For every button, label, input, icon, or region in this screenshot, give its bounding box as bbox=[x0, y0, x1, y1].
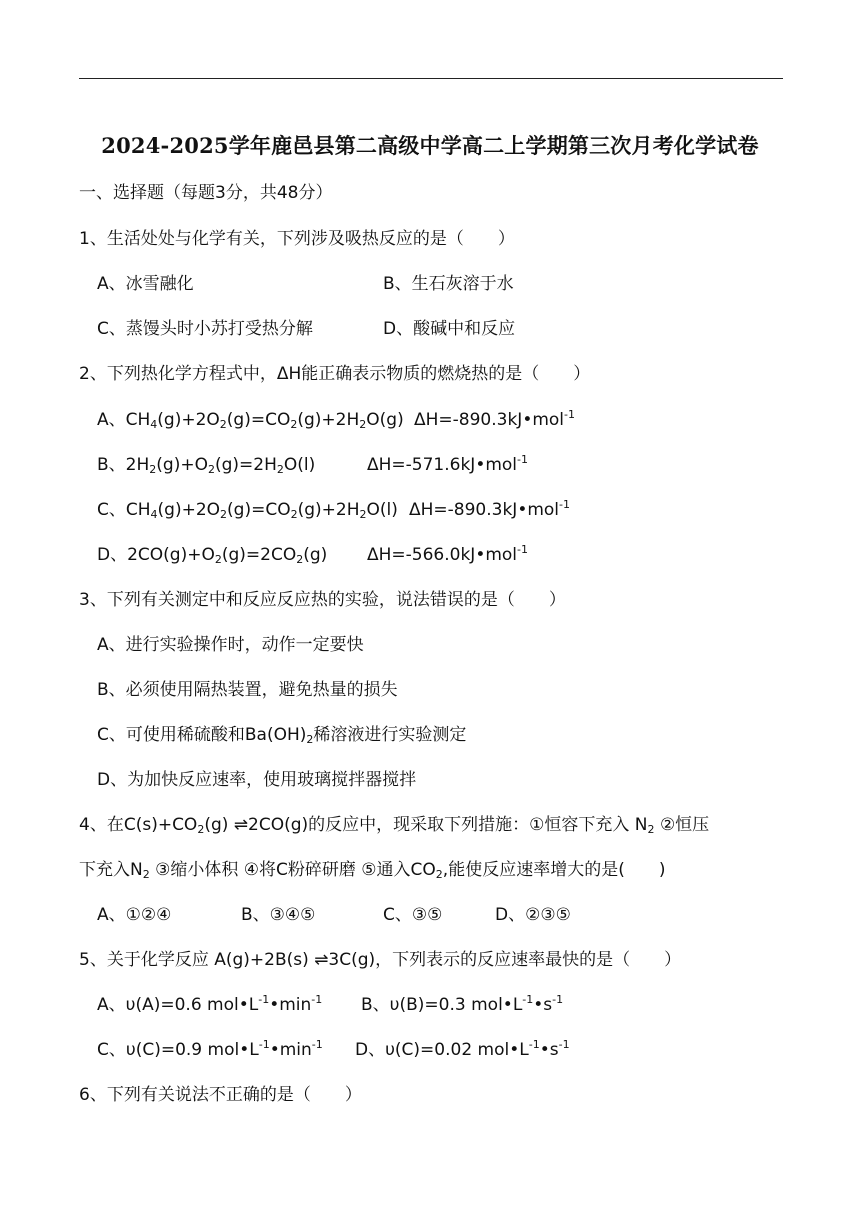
question-3-option-b: B、必须使用隔热装置，避免热量的损失 bbox=[97, 680, 398, 700]
question-4-stem-continued: 下充入$N_2$ ③缩小体积 ④将C粉碎研磨 ⑤通入$CO_2$,能使反应速率增大的是( ) bbox=[79, 860, 666, 881]
question-2-option-c bbox=[97, 498, 398, 522]
question-3-option-a: A、进行实验操作时，动作一定要快 bbox=[97, 635, 364, 655]
question-5-stem: 5、关于化学反应 A(g)+2B(s) ⇌3C(g)，下列表示的反应速率最快的是（ ） bbox=[79, 950, 682, 970]
question-3-option-c: C、可使用稀硫酸和$Ba(OH)_2$稀溶液进行实验测定 bbox=[97, 725, 467, 746]
question-2-option-a bbox=[97, 408, 404, 432]
question-2-option-b-enthalpy: ΔH=-571.6kJ•mol$^{-1}$ bbox=[367, 453, 528, 475]
question-1-option-b: B、生石灰溶于水 bbox=[383, 274, 514, 294]
question-6-stem: 6、下列有关说法不正确的是（ ） bbox=[79, 1085, 362, 1105]
question-1-option-c: C、蒸馒头时小苏打受热分解 bbox=[97, 319, 313, 339]
question-3-stem: 3、下列有关测定中和反应反应热的实验，说法错误的是（ ） bbox=[79, 590, 566, 610]
question-3-option-d: D、为加快反应速率，使用玻璃搅拌器搅拌 bbox=[97, 770, 417, 790]
question-2-option-c-enthalpy: ΔH=-890.3kJ•mol$^{-1}$ bbox=[409, 498, 570, 520]
question-1-option-a: A、冰雪融化 bbox=[97, 274, 194, 294]
question-1-stem: 1、生活处处与化学有关，下列涉及吸热反应的是（ ） bbox=[79, 229, 515, 249]
question-2-option-d bbox=[97, 543, 327, 567]
question-2-option-d-enthalpy: ΔH=-566.0kJ•mol$^{-1}$ bbox=[367, 543, 528, 565]
question-2-option-a-enthalpy: ΔH=-890.3kJ•mol$^{-1}$ bbox=[414, 408, 575, 430]
question-5-option-d: D、υ(C)=0.02 $mol•L^{-1}•s^{-1}$ bbox=[355, 1038, 570, 1060]
equation: $2H_2(g)+O_2(g)=2H_2O(l)$ bbox=[125, 455, 316, 476]
option-label: A、 bbox=[97, 410, 126, 430]
question-4-option-d: D、②③⑤ bbox=[495, 905, 571, 925]
page-title: 2024-2025学年鹿邑县第二高级中学高二上学期第三次月考化学试卷 bbox=[101, 133, 759, 158]
question-5-option-b: B、υ(B)=0.3 $mol•L^{-1}•s^{-1}$ bbox=[361, 993, 564, 1015]
option-label: D、 bbox=[97, 545, 128, 565]
equation: $2CO(g)+O_2(g)=2CO_2(g)$ bbox=[127, 545, 328, 566]
option-label: B、 bbox=[97, 455, 126, 475]
equation: $CH_4(g)+2O_2(g)=CO_2(g)+2H_2O(l)$ bbox=[125, 500, 398, 521]
section-heading: 一、选择题（每题3分，共48分） bbox=[79, 183, 333, 203]
option-label: C、 bbox=[97, 500, 126, 520]
question-2-option-b bbox=[97, 453, 315, 477]
equation: $CH_4(g)+2O_2(g)=CO_2(g)+2H_2O(g)$ bbox=[125, 410, 404, 431]
question-5-option-c: C、υ(C)=0.9 $mol•L^{-1}•\min^{-1}$ bbox=[97, 1038, 323, 1060]
question-5-option-a: A、υ(A)=0.6 $mol•L^{-1}•\min^{-1}$ bbox=[97, 993, 323, 1015]
question-2-stem: 2、下列热化学方程式中，ΔH能正确表示物质的燃烧热的是（ ） bbox=[79, 364, 591, 384]
question-4-stem: 4、在$C(s)+CO_2(g)$ ⇌2CO(g)的反应中，现采取下列措施：①恒容下充入 $N_2$ ②恒压 bbox=[79, 815, 710, 836]
question-1-option-d: D、酸碱中和反应 bbox=[383, 319, 516, 339]
question-4-option-c: C、③⑤ bbox=[383, 905, 443, 925]
header-rule bbox=[79, 78, 783, 79]
question-4-option-a: A、①②④ bbox=[97, 905, 172, 925]
question-4-option-b: B、③④⑤ bbox=[241, 905, 316, 925]
